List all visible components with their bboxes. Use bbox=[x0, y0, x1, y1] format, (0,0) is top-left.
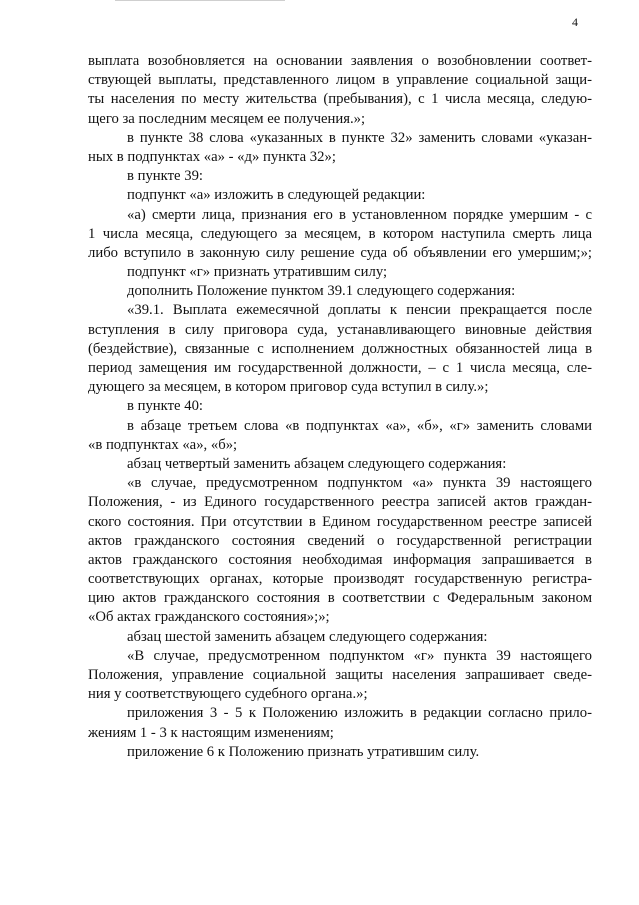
text-line: Положения, - из Единого государственного реестра записей актов граждан- bbox=[88, 494, 592, 511]
text-line: приложения 3 - 5 к Положению изложить в редакции согласно прило- bbox=[127, 705, 592, 722]
text-line: «В случае, предусмотренном подпунктом «г» пункта 39 настоящего bbox=[127, 647, 592, 664]
page-number: 4 bbox=[572, 15, 578, 29]
text-line: (бездействие), связанные с исполнением должностных обязанностей лица в bbox=[88, 340, 592, 357]
text-line: актов гражданского состояния сведений о государственной регистрации bbox=[88, 532, 592, 549]
text-line: подпункт «г» признать утратившим силу; bbox=[127, 264, 388, 281]
text-line: щего за последним месяцем ее получения.»; bbox=[88, 110, 366, 127]
text-line: ты населения по месту жительства (пребывания), с 1 числа месяца, следую- bbox=[88, 91, 592, 108]
text-line: «в случае, предусмотренном подпунктом «а» пункта 39 настоящего bbox=[127, 475, 592, 492]
text-line: 1 числа месяца, следующего за месяцем, в котором наступила смерть лица bbox=[88, 225, 592, 242]
text-line: период замещения им государственной должности, – с 1 числа месяца, сле- bbox=[88, 360, 592, 376]
text-line: соответствующих органах, которые производят государственную регистра- bbox=[88, 571, 592, 588]
text-line: подпункт «а» изложить в следующей редакции: bbox=[127, 187, 426, 204]
text-line: актов гражданского состояния необходимая информация запрашивается в bbox=[88, 551, 592, 568]
text-line: абзац шестой заменить абзацем следующего содержания: bbox=[127, 628, 488, 645]
text-line: ствующей выплаты, представленного лицом в управление социальной защи- bbox=[88, 72, 592, 89]
document-body bbox=[88, 52, 592, 762]
text-line: либо вступило в законную силу решение суда об объявлении его умершим;»; bbox=[88, 244, 592, 261]
text-line: «39.1. Выплата ежемесячной доплаты к пенсии прекращается после bbox=[127, 302, 592, 319]
text-line: ния у соответствующего судебного органа.»; bbox=[88, 686, 368, 703]
text-line: дующего за месяцем, в котором приговор суда вступил в силу.»; bbox=[88, 379, 489, 396]
text-line: вступления в силу приговора суда, устанавливающего виновные действия bbox=[88, 321, 592, 338]
text-line: абзац четвертый заменить абзацем следующего содержания: bbox=[127, 455, 507, 472]
text-line: «в подпунктах «а», «б»; bbox=[88, 436, 238, 453]
text-line: «а) смерти лица, признания его в установленном порядке умершим - с bbox=[127, 206, 592, 223]
text-line: приложение 6 к Положению признать утратившим силу. bbox=[127, 743, 480, 760]
text-line: дополнить Положение пунктом 39.1 следующего содержания: bbox=[127, 283, 516, 300]
text-line: в пункте 38 слова «указанных в пункте 32» заменить словами «указан- bbox=[127, 129, 592, 146]
text-line: «Об актах гражданского состояния»;»; bbox=[88, 609, 330, 626]
text-line: ского состояния. При отсутствии в Едином государственном реестре записей bbox=[88, 513, 592, 530]
text-line: выплата возобновляется на основании заявления о возобновлении соответ- bbox=[88, 53, 592, 69]
text-line: ных в подпунктах «а» - «д» пункта 32»; bbox=[88, 148, 336, 165]
text-line: жениям 1 - 3 к настоящим изменениям; bbox=[88, 724, 334, 741]
text-line: цию актов гражданского состояния в соответствии с Федеральным законом bbox=[88, 590, 592, 607]
text-line: в абзаце третьем слова «в подпунктах «а», «б», «г» заменить словами bbox=[127, 417, 592, 434]
text-line: Положения, управление социальной защиты населения запрашивает сведе- bbox=[88, 667, 592, 683]
text-line: в пункте 40: bbox=[127, 398, 203, 415]
text-line: в пункте 39: bbox=[127, 168, 203, 185]
top-edge-rule bbox=[115, 0, 285, 1]
